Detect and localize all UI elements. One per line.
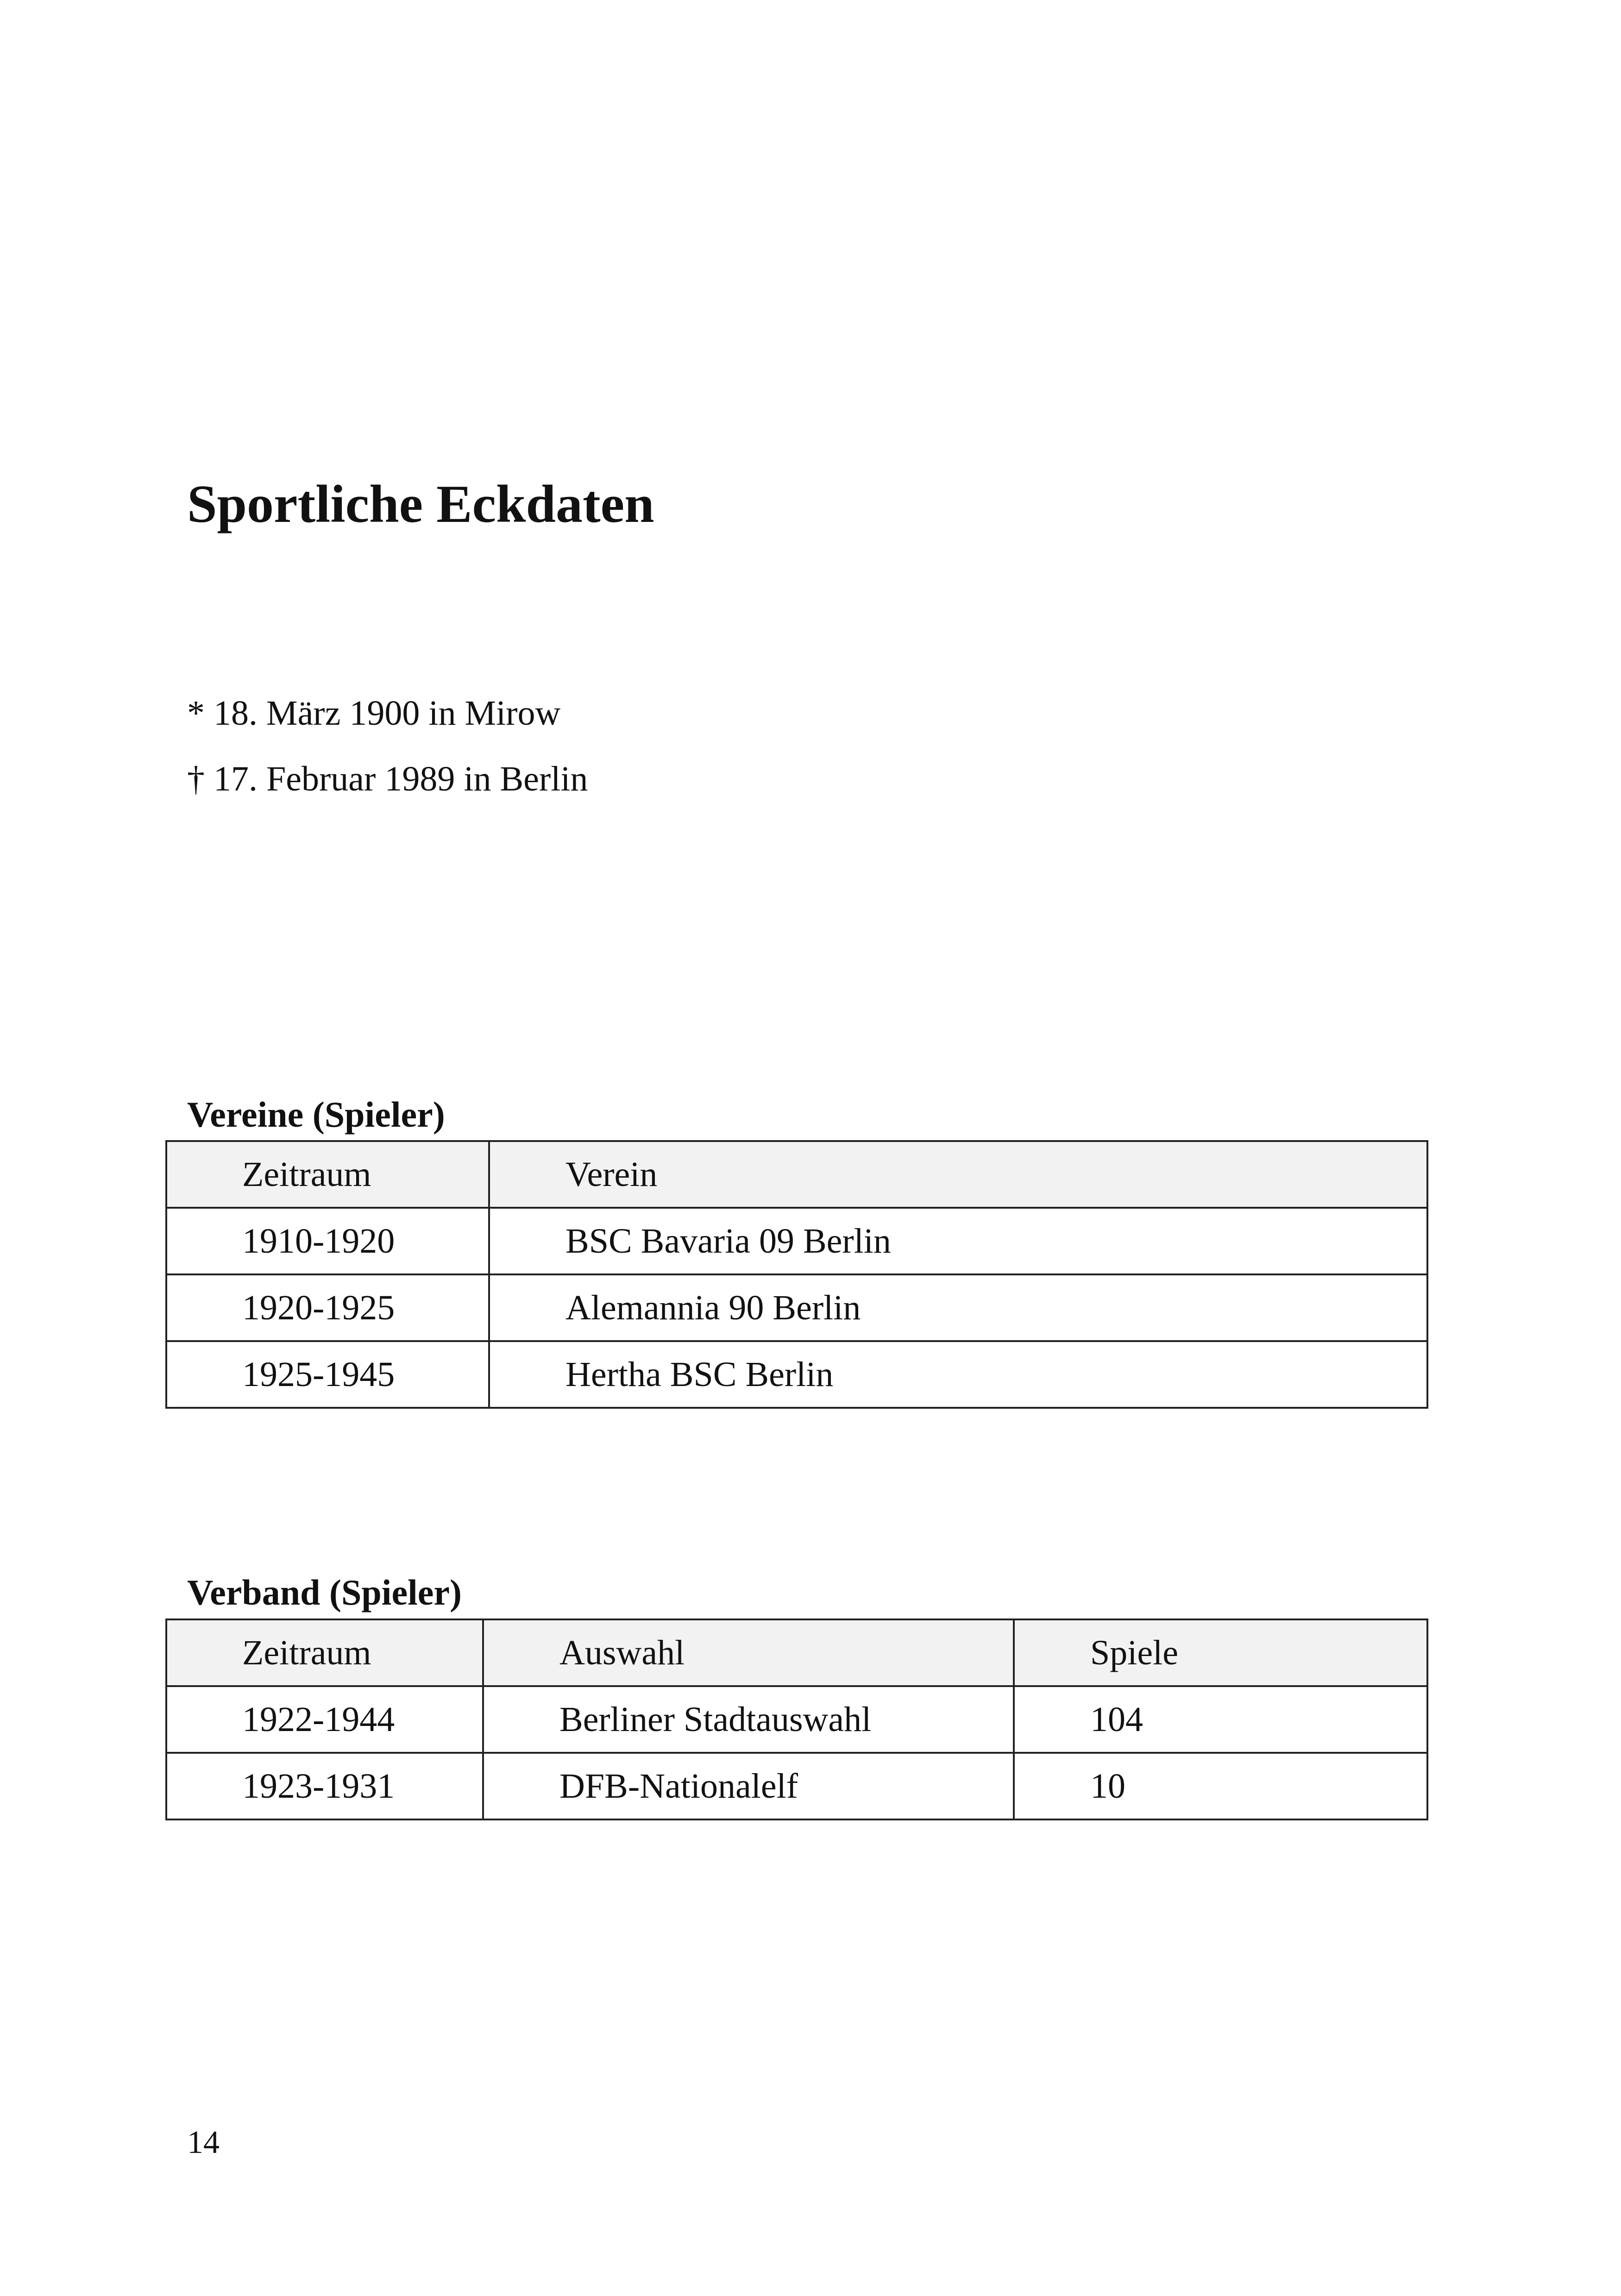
death-info: † 17. Februar 1989 in Berlin	[187, 759, 588, 798]
association-period-cell: 1922-1944	[166, 1686, 483, 1753]
association-selection-cell: DFB-Nationalelf	[483, 1753, 1014, 1819]
table-row	[166, 1753, 1427, 1819]
clubs-club-cell: Hertha BSC Berlin	[489, 1341, 1427, 1408]
birth-info: * 18. März 1900 in Mirow	[187, 694, 561, 733]
table-row	[166, 1341, 1427, 1408]
association-selection-cell: Berliner Stadtauswahl	[483, 1686, 1014, 1753]
clubs-header-period: Zeitraum	[166, 1141, 489, 1208]
table-row	[166, 1274, 1427, 1341]
page-title: Sportliche Eckdaten	[187, 475, 654, 534]
association-period-cell: 1923-1931	[166, 1753, 483, 1819]
clubs-period-cell: 1925-1945	[166, 1341, 489, 1408]
association-header-period: Zeitraum	[166, 1619, 483, 1686]
table-row	[166, 1208, 1427, 1274]
table-row	[166, 1686, 1427, 1753]
association-table	[165, 1618, 1428, 1820]
clubs-period-cell: 1920-1925	[166, 1274, 489, 1341]
clubs-header-row	[166, 1141, 1427, 1208]
clubs-club-cell: Alemannia 90 Berlin	[489, 1274, 1427, 1341]
clubs-period-cell: 1910-1920	[166, 1208, 489, 1274]
clubs-header-club: Verein	[489, 1141, 1427, 1208]
association-header-row	[166, 1619, 1427, 1686]
association-header-games: Spiele	[1014, 1619, 1427, 1686]
association-header-selection: Auswahl	[483, 1619, 1014, 1686]
association-heading: Verband (Spieler)	[187, 1572, 462, 1612]
clubs-table	[165, 1140, 1428, 1409]
page-number: 14	[187, 2125, 220, 2160]
association-games-cell: 10	[1014, 1753, 1427, 1819]
association-games-cell: 104	[1014, 1686, 1427, 1753]
clubs-heading: Vereine (Spieler)	[187, 1094, 445, 1135]
clubs-club-cell: BSC Bavaria 09 Berlin	[489, 1208, 1427, 1274]
